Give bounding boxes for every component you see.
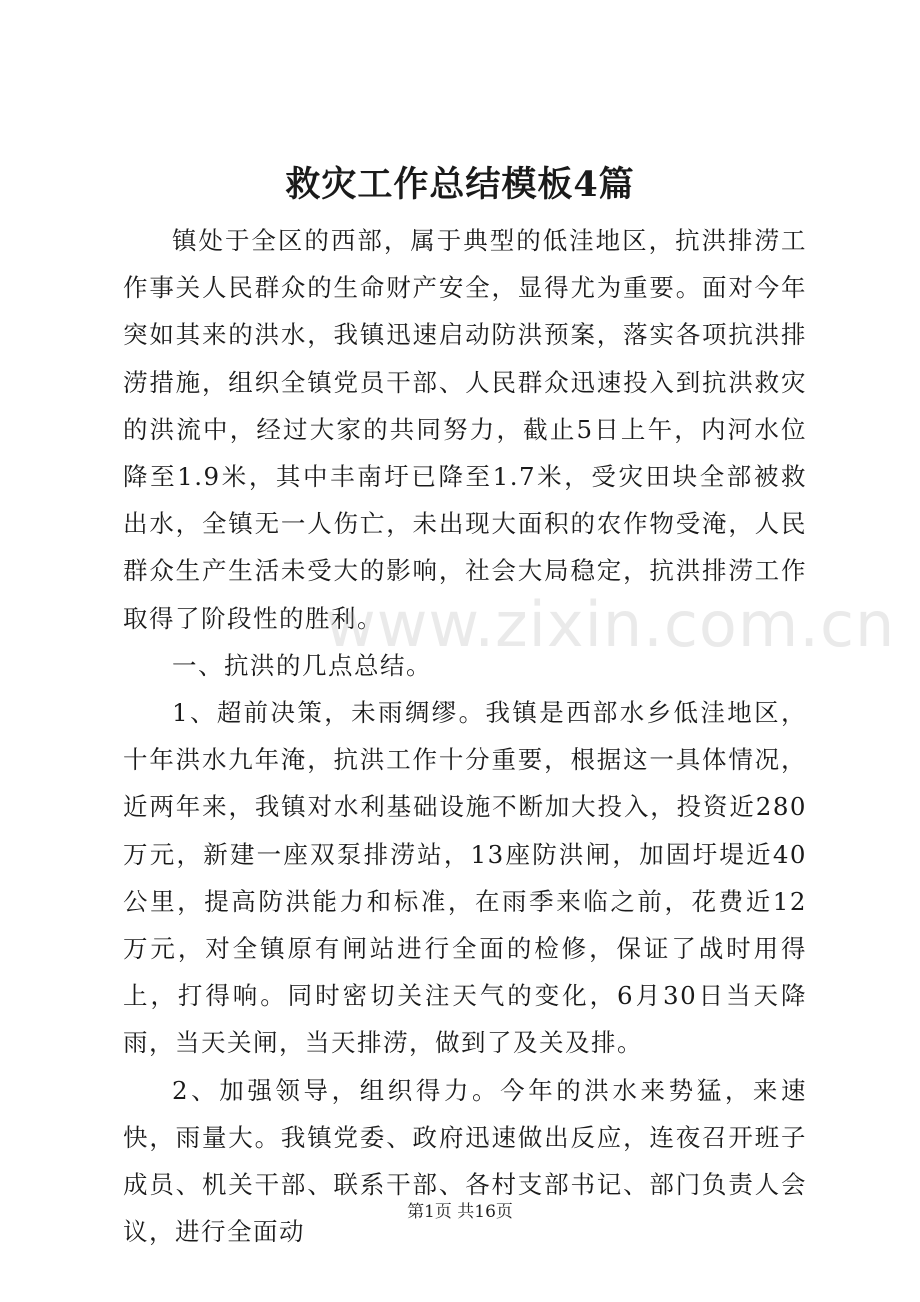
paragraph-section-heading: 一、抗洪的几点总结。 xyxy=(172,650,432,680)
paragraph-point-1: 1、超前决策，未雨绸缪。我镇是西部水乡低洼地区，十年洪水九年淹，抗洪工作十分重要，根据这一具体情况，近两年来，我镇对水利基础设施不断加大投入，投资近280万元，新建一座双泵排涝站，13座防洪闸，加固圩堤近40公里，提高防洪能力和标准，在雨季来临之前，花费近12万元，对全镇原有闸站进行全面的检修，保证了战时用得上，打得响。同时密切关注天气的变化，6月30日当天降雨，当天关闸，当天排涝，做到了及关及排。 xyxy=(123,698,807,1058)
paragraph-intro: 镇处于全区的西部，属于典型的低洼地区，抗洪排涝工作事关人民群众的生命财产安全，显得尤为重要。面对今年突如其来的洪水，我镇迅速启动防洪预案，落实各项抗洪排涝措施，组织全镇党员干部、人民群众迅速投入到抗洪救灾的洪流中，经过大家的共同努力，截止5日上午，内河水位降至1.9米，其中丰南圩已降至1.7米，受灾田块全部被救出水，全镇无一人伤亡，未出现大面积的农作物受淹，人民群众生产生活未受大的影响，社会大局稳定，抗洪排涝工作取得了阶段性的胜利。 xyxy=(123,226,807,633)
document-title: 救灾工作总结模板4篇 xyxy=(285,164,635,205)
page-footer: 第1页 共16页 xyxy=(407,1202,513,1222)
watermark: www.zixin.com.cn xyxy=(325,588,896,661)
paragraph-point-2: 2、加强领导，组织得力。今年的洪水来势猛，来速快，雨量大。我镇党委、政府迅速做出反应，连夜召开班子成员、机关干部、联系干部、各村支部书记、部门负责人会议，进行全面动 xyxy=(123,1075,807,1247)
document-body xyxy=(123,217,807,1255)
